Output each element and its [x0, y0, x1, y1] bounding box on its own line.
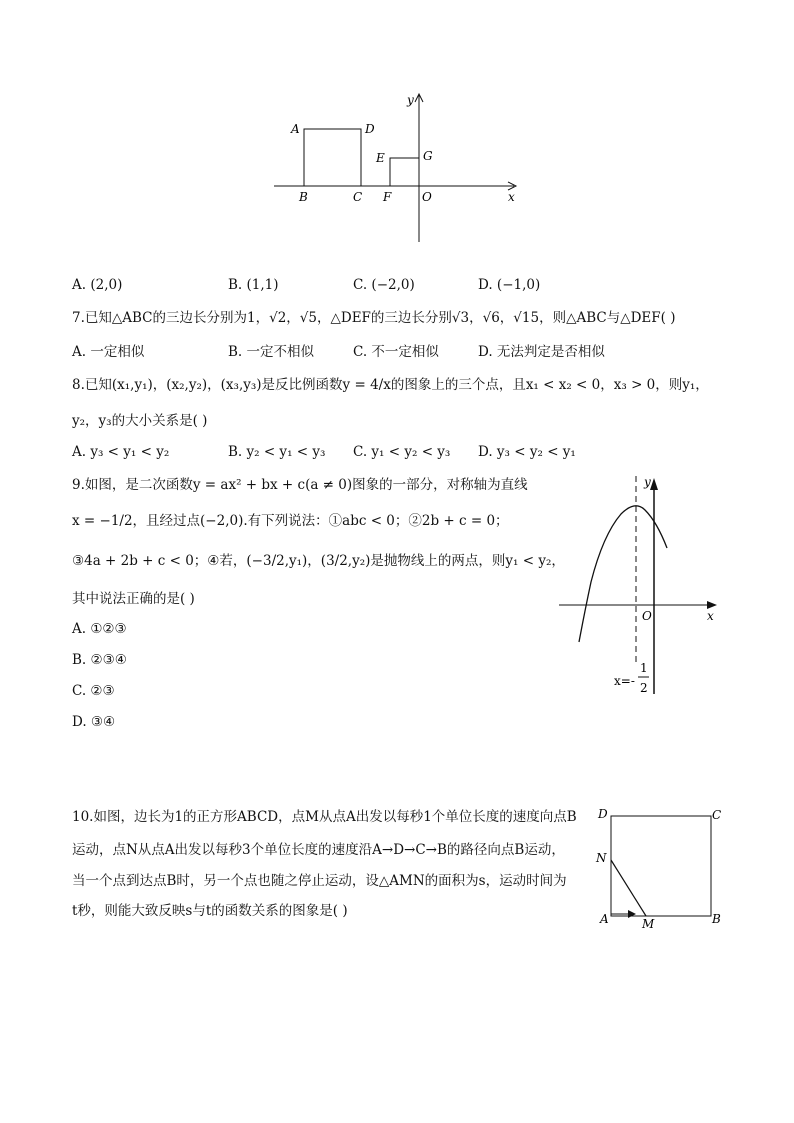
q7-option-b[interactable]: B. 一定不相似 — [228, 344, 315, 360]
label-m: M — [642, 917, 655, 931]
q10-line2: 运动，点N从点A出发以每秒3个单位长度的速度沿A→D→C→B的路径向点B运动， — [72, 842, 565, 858]
figure-q6 — [268, 88, 524, 248]
figure-q10 — [592, 804, 728, 934]
q6-option-d[interactable]: D. (−1,0) — [478, 277, 541, 293]
x-axis-arrow — [707, 601, 717, 609]
arrow-m — [628, 910, 636, 918]
q7-option-a[interactable]: A. 一定相似 — [72, 344, 145, 360]
square-abcd — [611, 816, 711, 916]
q10-line1: 10.如图，边长为1的正方形ABCD，点M从点A出发以每秒1个单位长度的速度向点B — [72, 809, 577, 825]
label-c: C — [712, 808, 722, 822]
q9-line2: x = −1/2，且经过点(−2,0).有下列说法：①abc < 0；②2b + c = 0； — [72, 513, 509, 529]
label-d: D — [598, 807, 608, 821]
label-b: B — [712, 912, 721, 926]
q7-option-d[interactable]: D. 无法判定是否相似 — [478, 344, 605, 360]
q8-option-d[interactable]: D. y₃ < y₂ < y₁ — [478, 444, 576, 460]
q7-option-c[interactable]: C. 不一定相似 — [353, 344, 439, 360]
q7-stem: 7.已知△ABC的三边长分别为1，√2，√5，△DEF的三边长分别√3，√6，√15，则△ABC与△DEF( ) — [72, 310, 676, 326]
label-g: G — [423, 149, 433, 163]
label-a: A — [291, 122, 300, 136]
y-axis-arrow — [650, 478, 658, 490]
q9-option-c[interactable]: C. ②③ — [72, 683, 115, 699]
q8-option-c[interactable]: C. y₁ < y₂ < y₃ — [353, 444, 451, 460]
q10-line3: 当一个点到达点B时，另一个点也随之停止运动，设△AMN的面积为s，运动时间为 — [72, 873, 567, 889]
axis-equation-prefix: x=- — [614, 674, 635, 688]
axis-equation-numerator: 1 — [640, 661, 648, 675]
axis-equation-denominator: 2 — [640, 681, 648, 695]
square-efog — [390, 158, 419, 186]
q8-option-b[interactable]: B. y₂ < y₁ < y₃ — [228, 444, 326, 460]
label-f: F — [383, 190, 392, 204]
q8-option-a[interactable]: A. y₃ < y₁ < y₂ — [72, 444, 170, 460]
label-x: x — [707, 609, 714, 623]
label-e: E — [376, 151, 385, 165]
label-y: y — [644, 475, 651, 489]
square-abcd — [304, 129, 361, 186]
q6-option-a[interactable]: A. (2,0) — [72, 277, 123, 293]
q9-option-a[interactable]: A. ①②③ — [72, 621, 127, 637]
q9-line4: 其中说法正确的是( ) — [72, 591, 195, 607]
q6-option-c[interactable]: C. (−2,0) — [353, 277, 415, 293]
label-o: O — [642, 609, 652, 623]
q9-line1: 9.如图，是二次函数y = ax² + bx + c(a ≠ 0)图象的一部分，对称轴为直线 — [72, 477, 528, 493]
q9-option-d[interactable]: D. ③④ — [72, 714, 116, 730]
label-a: A — [600, 912, 609, 926]
label-x: x — [508, 190, 515, 204]
q8-stem-line1: 8.已知(x₁,y₁)，(x₂,y₂)，(x₃,y₃)是反比例函数y = 4/x的图象上的三个点，且x₁ < x₂ < 0，x₃ > 0，则y₁， — [72, 377, 709, 393]
q9-line3: ③4a + 2b + c < 0；④若，(−3/2,y₁)，(3/2,y₂)是抛物线上的两点，则y₁ < y₂， — [72, 553, 565, 569]
label-n: N — [596, 851, 607, 865]
q8-stem-line2: y₂，y₃的大小关系是( ) — [72, 413, 208, 429]
q10-line4: t秒，则能大致反映s与t的函数关系的图象是( ) — [72, 903, 348, 919]
q6-option-b[interactable]: B. (1,1) — [228, 277, 279, 293]
segment-nm — [611, 860, 646, 916]
label-d: D — [365, 122, 375, 136]
label-c: C — [353, 190, 363, 204]
label-y: y — [407, 93, 414, 107]
q9-option-b[interactable]: B. ②③④ — [72, 652, 127, 668]
label-b: B — [299, 190, 308, 204]
figure-q9 — [555, 470, 725, 702]
label-o: O — [422, 190, 432, 204]
